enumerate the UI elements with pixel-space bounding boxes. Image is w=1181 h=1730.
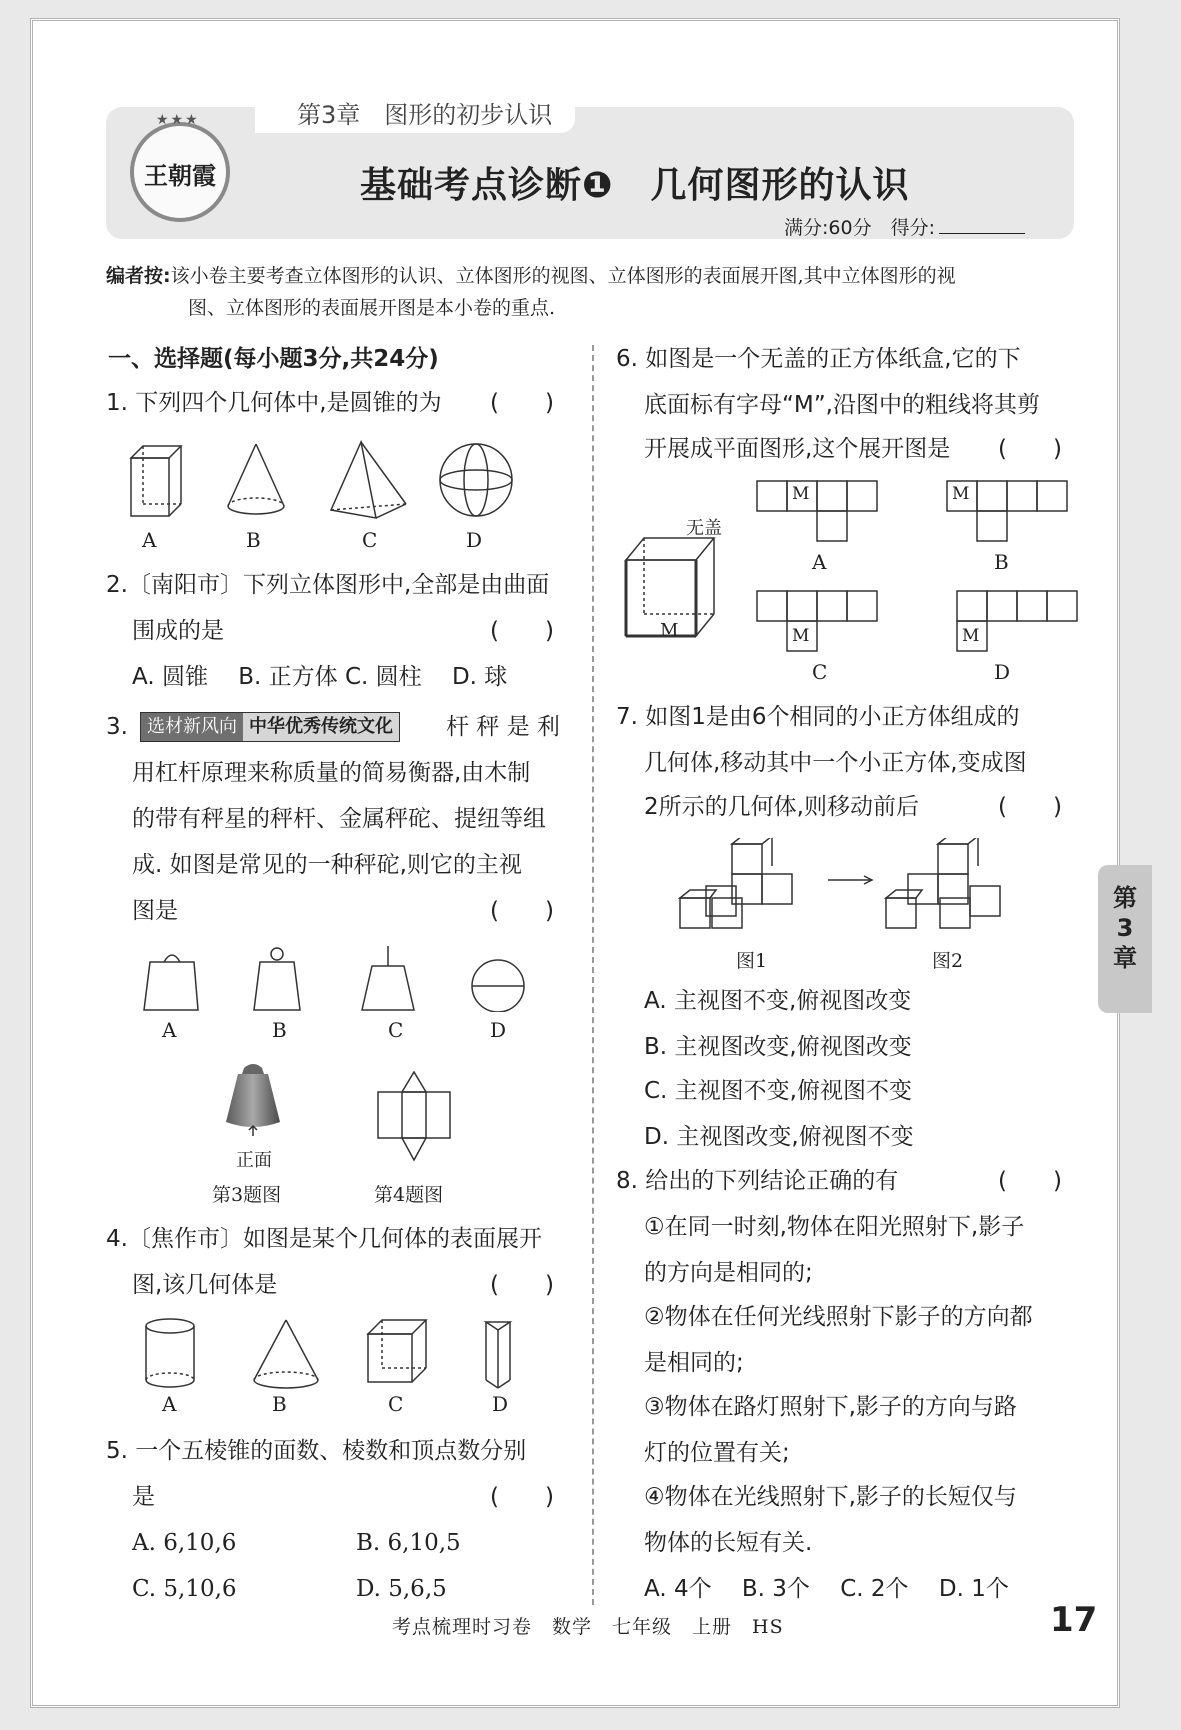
q6-label-d: D	[994, 660, 1011, 684]
q3-stem-3: 的带有秤星的秤杆、金属秤砣、提纽等组	[132, 806, 546, 832]
q8-statement-4: ④物体在光线照射下,影子的长短仅与	[644, 1484, 1017, 1510]
view-d	[472, 960, 524, 1012]
q6-net-c	[756, 590, 878, 654]
q8-statement-1b: 的方向是相同的;	[644, 1260, 813, 1286]
q4-label-d: D	[492, 1392, 509, 1416]
q6-label-a: A	[812, 550, 827, 574]
q6-stem-2: 底面标有字母“M”,沿图中的粗线将其剪	[644, 392, 1040, 418]
prism-figure	[486, 1322, 510, 1388]
weight-photo	[218, 1062, 288, 1138]
q5-stem-2: 是	[132, 1484, 155, 1510]
q3-answer-paren: ( )	[490, 898, 554, 924]
q3-number: 3.	[106, 714, 128, 740]
q8-stem: 8. 给出的下列结论正确的有	[616, 1168, 899, 1194]
footer-text: 考点梳理时习卷 数学 七年级 上册 HS	[392, 1616, 784, 1638]
q4-label-b: B	[272, 1392, 287, 1416]
net-a-m: M	[792, 484, 810, 504]
q7-option-c: C. 主视图不变,俯视图不变	[644, 1078, 912, 1104]
q3-label-a: A	[162, 1018, 177, 1042]
q6-stem-3: 开展成平面图形,这个展开图是	[644, 436, 951, 462]
box-m-letter: M	[660, 620, 679, 641]
q5-option-a: A. 6,10,6	[132, 1530, 237, 1556]
q7-fig2-caption: 图2	[932, 950, 964, 972]
net-d-m: M	[962, 626, 980, 646]
q5-option-c: C. 5,10,6	[132, 1576, 237, 1602]
score-blank	[939, 216, 1025, 234]
cone-figure	[254, 1320, 318, 1388]
chapter-side-tab: 第 3 章	[1098, 865, 1152, 1013]
q6-answer-paren: ( )	[998, 436, 1062, 462]
q1-label-c: C	[362, 528, 378, 552]
net-c-m: M	[792, 626, 810, 646]
q2-stem-2: 围成的是	[132, 618, 224, 644]
q7-fig1-caption: 图1	[736, 950, 768, 972]
q3-topic-tag: 选材新风向 中华优秀传统文化	[140, 712, 400, 742]
q8-statement-2b: 是相同的;	[644, 1350, 744, 1376]
view-b	[254, 948, 300, 1010]
q4-stem: 4.〔焦作市〕如图是某个几何体的表面展开	[106, 1226, 542, 1252]
q3-view-figures	[136, 944, 536, 1012]
q8-statement-1: ①在同一时刻,物体在阳光照射下,影子	[644, 1214, 1025, 1240]
q1-answer-paren: ( )	[490, 390, 554, 416]
view-a	[144, 955, 198, 1010]
page-title: 基础考点诊断❶ 几何图形的认识	[360, 165, 910, 206]
q7-stem: 7. 如图1是由6个相同的小正方体组成的	[616, 704, 1020, 730]
q1-stem: 1. 下列四个几何体中,是圆锥的为	[106, 390, 442, 416]
q4-label-a: A	[162, 1392, 177, 1416]
page-number: 17	[1050, 1600, 1098, 1640]
cubes-figure-1	[680, 838, 792, 928]
q7-stem-3: 2所示的几何体,则移动前后	[644, 794, 919, 820]
q5-answer-paren: ( )	[490, 1484, 554, 1510]
pyramid-figure	[331, 442, 406, 518]
q5-stem: 5. 一个五棱锥的面数、棱数和顶点数分别	[106, 1438, 527, 1464]
q7-figures	[676, 838, 1016, 932]
q4-net-figure	[374, 1068, 454, 1164]
q3-label-c: C	[388, 1018, 404, 1042]
q7-option-b: B. 主视图改变,俯视图改变	[644, 1034, 912, 1060]
q5-option-b: B. 6,10,5	[356, 1530, 461, 1556]
q3-stem-2: 用杠杆原理来称质量的简易衡器,由木制	[132, 760, 531, 786]
q8-statement-4b: 物体的长短有关.	[644, 1530, 813, 1556]
q4-stem-2: 图,该几何体是	[132, 1272, 278, 1298]
q3-label-d: D	[490, 1018, 507, 1042]
q8-statement-2: ②物体在任何光线照射下影子的方向都	[644, 1304, 1033, 1330]
q2-stem: 2.〔南阳市〕下列立体图形中,全部是由曲面	[106, 572, 550, 598]
q4-figures	[140, 1316, 540, 1392]
cube-figure	[368, 1320, 426, 1382]
q1-label-b: B	[246, 528, 261, 552]
cubes-figure-2	[886, 838, 1000, 928]
q1-label-d: D	[466, 528, 483, 552]
chapter-title: 第3章 图形的初步认识	[255, 97, 575, 133]
q3-stem-5: 图是	[132, 898, 178, 924]
q8-statement-3b: 灯的位置有关;	[644, 1440, 790, 1466]
q8-answer-paren: ( )	[998, 1168, 1062, 1194]
q5-option-d: D. 5,6,5	[356, 1576, 447, 1602]
no-lid-label: 无盖	[686, 518, 722, 539]
q6-label-c: C	[812, 660, 828, 684]
arrow	[828, 876, 872, 884]
q8-statement-3: ③物体在路灯照射下,影子的方向与路	[644, 1394, 1017, 1420]
publisher-logo: ★★★ 王朝霞	[130, 122, 230, 222]
q7-option-d: D. 主视图改变,俯视图不变	[644, 1124, 914, 1150]
q1-figures	[126, 440, 556, 520]
cuboid-figure	[131, 446, 181, 516]
cone-figure	[228, 444, 284, 514]
q6-net-a	[756, 480, 878, 544]
q8-options: A. 4个 B. 3个 C. 2个 D. 1个	[644, 1576, 1009, 1602]
view-c	[362, 946, 414, 1010]
editor-note: 编者按:该小卷主要考查立体图形的认识、立体图形的视图、立体图形的表面展开图,其中立体图形的视 图、立体图形的表面展开图是本小卷的重点.	[106, 265, 956, 319]
column-divider	[592, 345, 594, 1605]
q2-answer-paren: ( )	[490, 618, 554, 644]
q1-label-a: A	[142, 528, 157, 552]
q6-label-b: B	[994, 550, 1009, 574]
q3-label-b: B	[272, 1018, 287, 1042]
q4-label-c: C	[388, 1392, 404, 1416]
q7-option-a: A. 主视图不变,俯视图改变	[644, 988, 912, 1014]
section-heading: 一、选择题(每小题3分,共24分)	[108, 346, 439, 372]
q3-stem: 杆 秤 是 利	[446, 714, 560, 740]
score-line: 满分:60分 得分:	[784, 213, 1025, 240]
sphere-figure	[440, 444, 512, 516]
q4-fig-caption: 第4题图	[374, 1184, 444, 1206]
q3-stem-4: 成. 如图是常见的一种秤砣,则它的主视	[132, 852, 522, 878]
q7-answer-paren: ( )	[998, 794, 1062, 820]
cylinder-figure	[146, 1319, 194, 1387]
q4-answer-paren: ( )	[490, 1272, 554, 1298]
net-b-m: M	[952, 484, 970, 504]
q2-options: A. 圆锥 B. 正方体 C. 圆柱 D. 球	[132, 664, 508, 690]
front-label: 正面	[236, 1150, 272, 1171]
q3-fig-caption: 第3题图	[212, 1184, 282, 1206]
q6-stem: 6. 如图是一个无盖的正方体纸盒,它的下	[616, 346, 1021, 372]
q7-stem-2: 几何体,移动其中一个小正方体,变成图	[644, 750, 1027, 776]
